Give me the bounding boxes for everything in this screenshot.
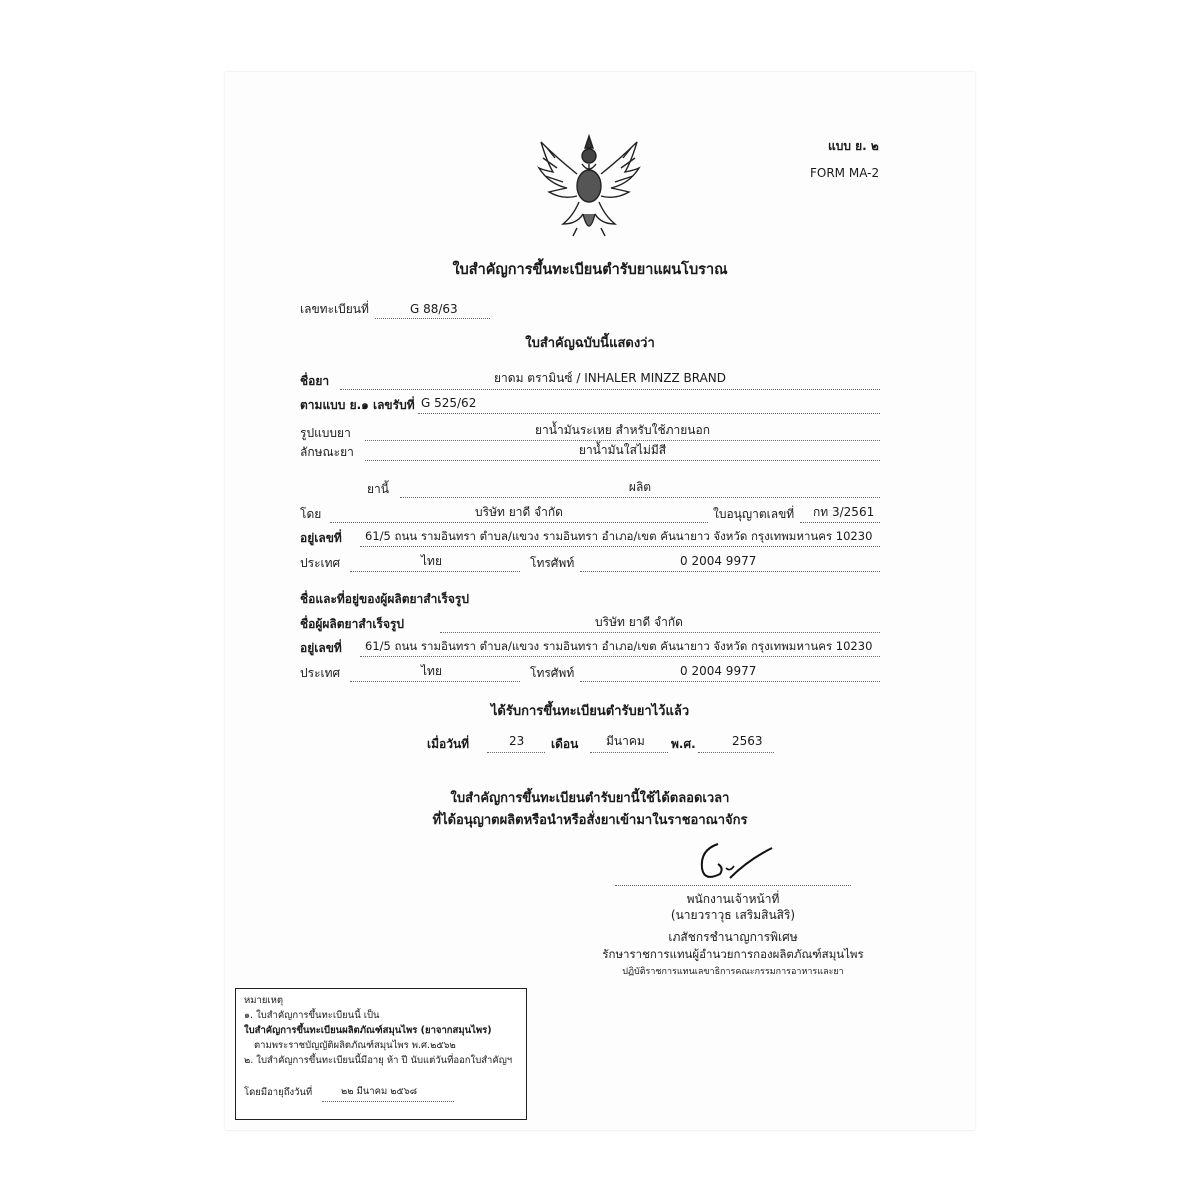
producer-phone-value: 0 2004 9977 [680, 554, 757, 568]
note-heading: หมายเหตุ [244, 995, 284, 1006]
dosage-form-label: รูปแบบยา [300, 426, 351, 440]
ref-line [418, 413, 880, 414]
characteristic-label: ลักษณะยา [300, 445, 354, 459]
signatory-title-2: รักษาราชการแทนผู้อำนวยการกองผลิตภัณฑ์สมุนไพร [602, 947, 864, 961]
signature-icon [690, 838, 780, 888]
finished-maker-name-label: ชื่อผู้ผลิตยาสำเร็จรูป [300, 617, 405, 631]
signatory-name: (นายวราวุธ เสริมสินสิริ) [670, 908, 796, 922]
finished-maker-address-line [360, 656, 880, 657]
producer-phone-line [580, 571, 880, 572]
signatory-title-3: ปฏิบัติราชการแทนเลขาธิการคณะกรรมการอาหารและยา [622, 967, 844, 977]
day-value: 23 [509, 734, 525, 748]
producer-address-value: 61/5 ถนน รามอินทรา ตำบล/แขวง รามอินทรา อำเภอ/เขต คันนายาว จังหวัด กรุงเทพมหานคร 10230 [365, 529, 873, 543]
dosage-form-value: ยาน้ำมันระเหย สำหรับใช้ภายนอก [535, 423, 710, 437]
day-line [487, 752, 545, 753]
drug-name-line [340, 389, 880, 390]
signatory-role: พนักงานเจ้าหน้าที่ [686, 892, 780, 906]
producer-country-label: ประเทศ [300, 556, 341, 570]
note-box [235, 988, 527, 1120]
expiry-label: โดยมีอายุถึงวันที่ [244, 1087, 313, 1098]
form-code: FORM MA-2 [810, 166, 880, 180]
month-line [590, 752, 668, 753]
registration-line [375, 318, 490, 319]
license-value: กท 3/2561 [813, 505, 875, 519]
finished-maker-phone-value: 0 2004 9977 [680, 664, 757, 678]
characteristic-line [365, 460, 880, 461]
year-line [698, 752, 774, 753]
finished-maker-name-line [440, 632, 880, 633]
dosage-form-line [365, 440, 880, 441]
license-label: ใบอนุญาตเลขที่ [713, 507, 795, 521]
note-line-1: ๑. ใบสำคัญการขึ้นทะเบียนนี้ เป็น [244, 1010, 380, 1021]
registration-label: เลขทะเบียนที่ [300, 302, 369, 316]
producer-by-label: โดย [300, 507, 322, 521]
producer-by-value: บริษัท ยาดี จำกัด [475, 505, 563, 519]
producer-phone-label: โทรศัพท์ [530, 556, 575, 570]
producer-by-line [330, 522, 708, 523]
form-code-thai: แบบ ย. ๒ [828, 139, 879, 153]
month-value: มีนาคม [606, 734, 645, 748]
finished-maker-country-label: ประเทศ [300, 666, 341, 680]
signatory-title-1: เภสัชกรชำนาญการพิเศษ [668, 930, 798, 944]
finished-maker-name-value: บริษัท ยาดี จำกัด [595, 615, 683, 629]
produce-line [400, 497, 880, 498]
drug-name-value: ยาดม ตรามินซ์ / INHALER MINZZ BRAND [494, 371, 726, 385]
license-line [800, 522, 880, 523]
validity-line-2: ที่ได้อนุญาตผลิตหรือนำหรือสั่งยาเข้ามาในราชอาณาจักร [432, 813, 748, 828]
year-value: 2563 [732, 734, 763, 748]
ref-label: ตามแบบ ย.๑ เลขรับที่ [300, 398, 415, 412]
finished-maker-address-label: อยู่เลขที่ [300, 641, 342, 655]
finished-maker-phone-line [580, 681, 880, 682]
subtitle: ใบสำคัญฉบับนี้แสดงว่า [525, 336, 655, 351]
finished-maker-country-line [350, 681, 520, 682]
registration-value: G 88/63 [410, 302, 458, 316]
month-label: เดือน [551, 737, 579, 751]
note-line-4: ๒. ใบสำคัญการขึ้นทะเบียนนี้มีอายุ ห้า ปี นับแต่วันที่ออกใบสำคัญฯ [244, 1055, 513, 1066]
finished-maker-country-value: ไทย [421, 664, 442, 678]
date-label: เมื่อวันที่ [427, 737, 470, 751]
finished-maker-address-value: 61/5 ถนน รามอินทรา ตำบล/แขวง รามอินทรา อำเภอ/เขต คันนายาว จังหวัด กรุงเทพมหานคร 10230 [365, 639, 873, 653]
validity-line-1: ใบสำคัญการขึ้นทะเบียนตำรับยานี้ใช้ได้ตลอดเวลา [450, 791, 730, 806]
ref-value: G 525/62 [421, 396, 477, 410]
producer-country-value: ไทย [421, 554, 442, 568]
year-label: พ.ศ. [671, 737, 696, 751]
producer-address-line [360, 546, 880, 547]
note-line-2: ใบสำคัญการขึ้นทะเบียนผลิตภัณฑ์สมุนไพร (ยาจากสมุนไพร) [244, 1025, 492, 1036]
drug-name-label: ชื่อยา [300, 374, 330, 388]
expiry-value: ๒๒ มีนาคม ๒๕๖๘ [341, 1086, 418, 1097]
note-line-3: ตามพระราชบัญญัติผลิตภัณฑ์สมุนไพร พ.ศ.๒๕๖๒ [254, 1040, 456, 1051]
signature-line [615, 885, 851, 886]
characteristic-value: ยาน้ำมันใสไม่มีสี [578, 443, 667, 457]
finished-maker-phone-label: โทรศัพท์ [530, 666, 575, 680]
producer-address-label: อยู่เลขที่ [300, 531, 342, 545]
page-title: ใบสำคัญการขึ้นทะเบียนตำรับยาแผนโบราณ [452, 262, 728, 278]
this-drug-label: ยานี้ [367, 482, 389, 496]
finished-maker-section: ชื่อและที่อยู่ของผู้ผลิตยาสำเร็จรูป [300, 592, 469, 606]
registered-heading: ได้รับการขึ้นทะเบียนตำรับยาไว้แล้ว [490, 704, 690, 719]
producer-country-line [350, 571, 520, 572]
produce-value: ผลิต [628, 480, 652, 494]
expiry-line [322, 1101, 454, 1102]
garuda-emblem-icon [533, 128, 645, 243]
